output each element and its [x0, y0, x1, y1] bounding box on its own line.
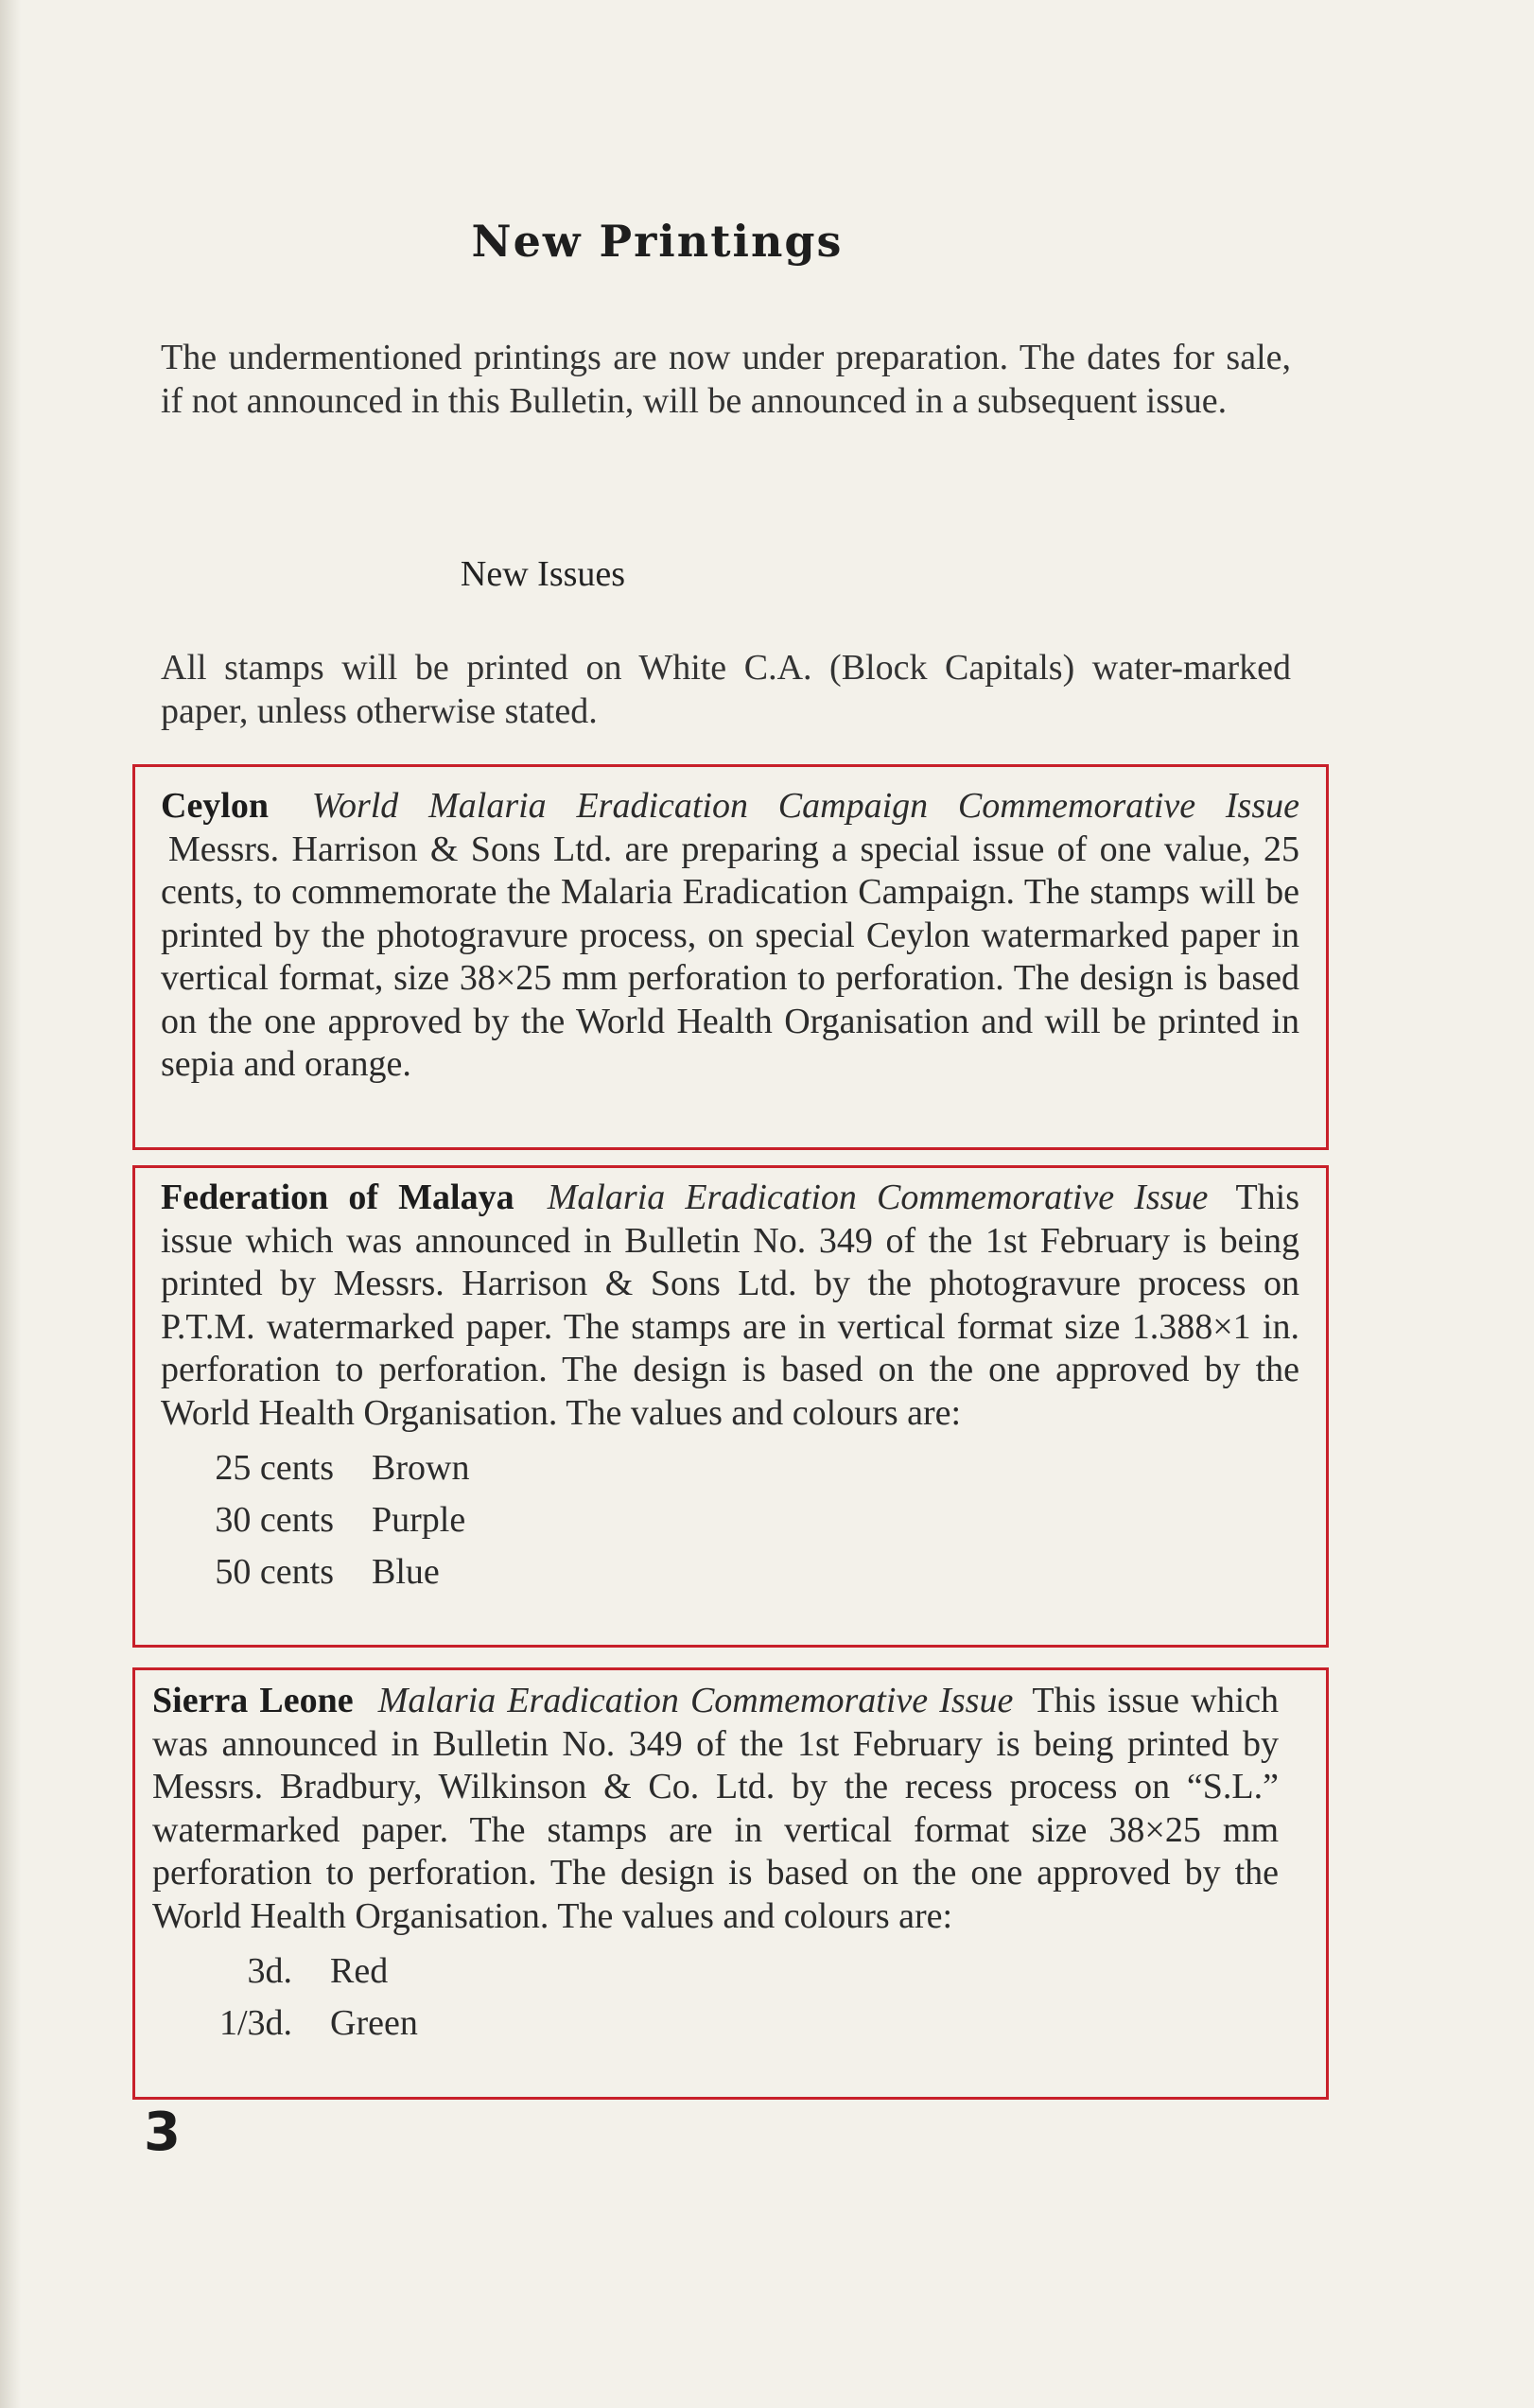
value-colour: Purple: [372, 1500, 466, 1540]
entry-text-sierra-leone: [152, 1680, 1279, 1938]
value-colour: Green: [330, 2003, 418, 2043]
entry-issue-title: World Malaria Eradication Campaign Commemorative Issue: [311, 786, 1299, 826]
page-title: New Printings: [471, 216, 844, 267]
entry-box-ceylon: [132, 764, 1329, 1150]
entry-country: Ceylon: [161, 786, 269, 826]
value-amount: 1/3d.: [218, 2003, 292, 2043]
values-row: [194, 1442, 1299, 1494]
entry-text-malaya: [161, 1177, 1299, 1435]
value-amount: 25 cents: [215, 1448, 334, 1488]
entry-box-sierra-leone: [132, 1667, 1329, 2100]
value-amount: 50 cents: [215, 1552, 334, 1592]
entry-body: This issue which was announced in Bulletin No. 349 of the 1st February is being printed by Messrs. Harrison & Sons Ltd. by the photogravure process on P.T.M. watermarked paper. The stamps are in vertical format size 1.388×1 in. perforation to perforation. The design is based on the one approved by the World Health Organisation. The values and colours are:: [161, 1178, 1300, 1433]
value-colour: Blue: [372, 1552, 440, 1592]
value-amount: 30 cents: [215, 1500, 334, 1540]
values-row: [209, 1946, 1279, 1998]
value-colour: Red: [330, 1951, 389, 1991]
value-amount: 3d.: [247, 1951, 292, 1991]
new-issues-paragraph: All stamps will be printed on White C.A. (Block Capitals) water-marked paper, unless otherwise stated.: [161, 648, 1291, 731]
values-row: [209, 1998, 1279, 2050]
values-list-sierra-leone: [209, 1946, 1279, 2050]
entry-body: Messrs. Harrison & Sons Ltd. are preparing a special issue of one value, 25 cents, to commemorate the Malaria Eradication Campaign. The stamps will be printed by the photogravure process, on special Ceylon watermarked paper in vertical format, size 38×25 mm perforation to perforation. The design is based on the one approved by the World Health Organisation and will be printed in sepia and orange.: [161, 829, 1299, 1084]
entry-country: Sierra Leone: [152, 1681, 354, 1720]
entry-issue-title: Malaria Eradication Commemorative Issue: [547, 1178, 1209, 1217]
page-edge-shadow: [0, 0, 21, 2408]
entry-body: This issue which was announced in Bulletin No. 349 of the 1st February is being printed by Messrs. Bradbury, Wilkinson & Co. Ltd. by the recess process on “S.L.” watermarked paper. The stamps are in vertical format size 38×25 mm perforation to perforation. The design is based on the one approved by the World Health Organisation. The values and colours are:: [152, 1681, 1279, 1936]
value-colour: Brown: [372, 1448, 470, 1488]
values-row: [194, 1494, 1299, 1546]
entry-box-federation-of-malaya: [132, 1165, 1329, 1648]
intro-paragraph: The undermentioned printings are now under preparation. The dates for sale, if not announced in this Bulletin, will be announced in a subsequent issue.: [161, 338, 1291, 421]
values-list-malaya: [194, 1442, 1299, 1598]
page-number: 3: [144, 2102, 181, 2163]
section-heading-new-issues: New Issues: [460, 554, 626, 594]
entry-issue-title: Malaria Eradication Commemorative Issue: [377, 1681, 1014, 1720]
values-row: [194, 1546, 1299, 1598]
entry-text-ceylon: [161, 785, 1299, 1087]
entry-country: Federation of Malaya: [161, 1178, 514, 1217]
